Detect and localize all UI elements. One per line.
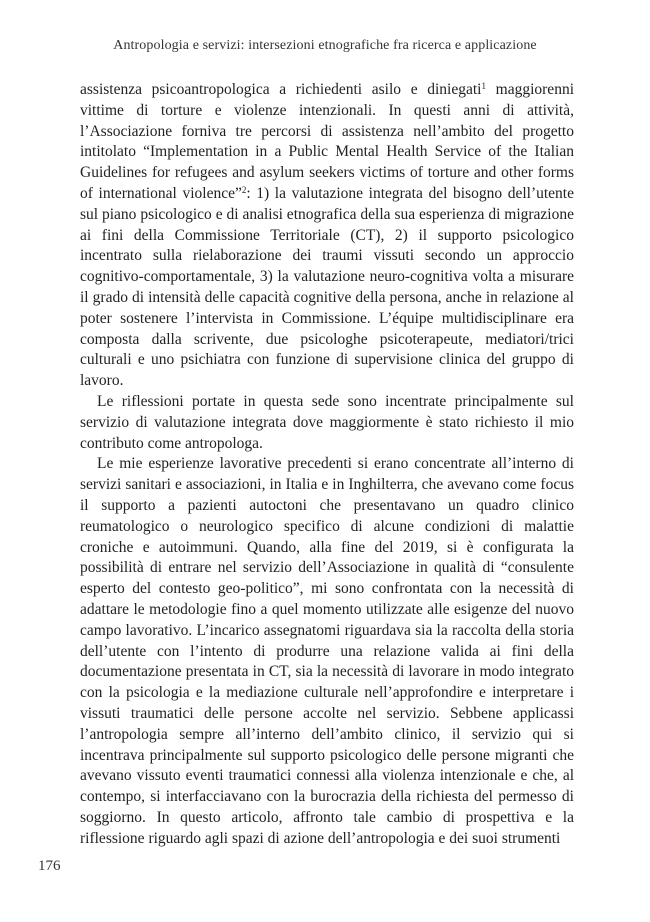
running-head: Antropologia e servizi: intersezioni etnografiche fra ricerca e applicazione: [113, 38, 537, 53]
paragraph-1-part-c: : 1) la valutazione integrata del bisogno dell’utente sul piano psicologico e di analisi etnografica della sua esperienza di migrazione ai fini della Commissione Territoriale (CT), 2) il supporto psicologico incentrato sulla rielaborazione dei traumi vissuti secondo un approccio cognitivo-comportamentale, 3) la valutazione neuro-cognitiva volta a misurare il grado di intensità delle capacità cognitive della persona, anche in relazione al poter sostenere l’intervista in Commissione. L’équipe multidisciplinare era composta dalla scrivente, due psicologhe psicoterapeute, mediatori/trici culturali e uno psichiatra con funzione di supervisione clinica del gruppo di lavoro.: [80, 184, 574, 390]
paragraph-1-part-a: assistenza psicoantropologica a richiedenti asilo e diniegati: [80, 81, 482, 98]
paragraph-2: Le riflessioni portate in questa sede sono incentrate principalmente sul servizio di valutazione integrata dove maggiormente è stato richiesto il mio contributo come antropologa.: [80, 392, 574, 452]
page-number: 176: [38, 858, 61, 874]
paragraph-1-part-b: maggiorenni vittime di torture e violenze intenzionali. In questi anni di attività, l’Associazione forniva tre percorsi di assistenza nell’ambito del progetto intitolato “Implementation in a Public Mental Health Service of the Italian Guidelines for refugees and asylum seekers victims of torture and other forms of international violence”: [80, 81, 574, 202]
body-text: [80, 80, 574, 849]
paragraph-3: Le mie esperienze lavorative precedenti si erano concentrate all’interno di servizi sanitari e associazioni, in Italia e in Inghilterra, che avevano come focus il supporto a pazienti autoctoni che presentavano un quadro clinico reumatologico o neurologico specifico di alcune condizioni di malattie croniche e autoimmuni. Quando, alla fine del 2019, si è configurata la possibilità di entrare nel servizio dell’Associazione in qualità di “consulente esperto del contesto geo-politico”, mi sono confrontata con la necessità di adattare le metodologie fino a quel momento utilizzate alle esigenze del nuovo campo lavorativo. L’incarico assegnatomi riguardava sia la raccolta della storia dell’utente con l’intento di produrre una relazione valida ai fini della documentazione presentata in CT, sia la necessità di lavorare in modo integrato con la psicologia e la mediazione culturale nell’approfondire e interpretare i vissuti traumatici delle persone accolte nel servizio. Sebbene applicassi l’antropologia sempre all’interno dell’ambito clinico, il servizio qui si incentrava principalmente sul supporto psicologico delle persone migranti che avevano vissuto eventi traumatici connessi alla violenza intenzionale e che, al contempo, si interfacciavano con la burocrazia della richiesta del permesso di soggiorno. In questo articolo, affronto tale cambio di prospettiva e la riflessione riguardo agli spazi di azione dell’antropologia e dei suoi strumenti: [80, 455, 574, 847]
paragraph-1: [80, 80, 574, 392]
footnote-marker-2: 2: [241, 185, 247, 196]
footnote-marker-1: 1: [481, 81, 486, 92]
